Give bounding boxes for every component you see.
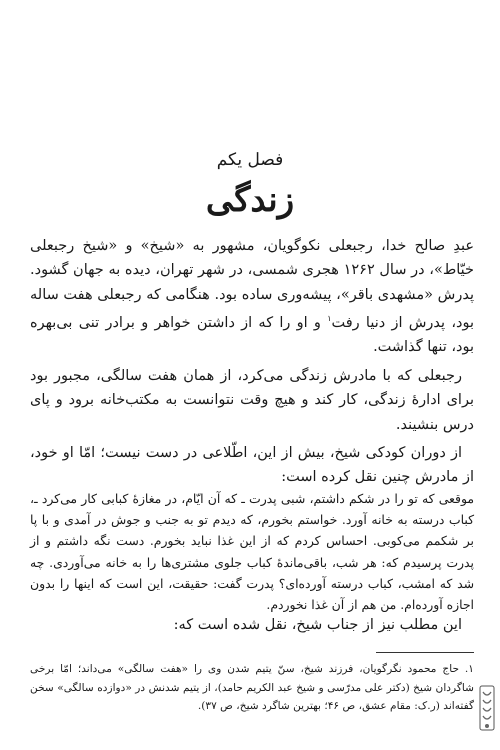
body-text bbox=[30, 234, 474, 490]
chapter-title: زندگی bbox=[205, 180, 295, 220]
footnote-ref[interactable]: ۱ bbox=[327, 314, 332, 324]
paragraph-1-text: عبدِ صالح خدا، رجبعلی نکوگویان، مشهور به «شیخ» و «شیخ رجبعلی خیّاط»، در سال ۱۲۶۲ هجری شمسی، در شهر تهران، دیده به جهان گشود. پدرش «مشهدی باقر»، پیشه‌وری ساده بود. هنگامی که رجبعلی هفت ساله بود، پدرش از دنیا رفت bbox=[30, 238, 475, 332]
paragraph-2: رجبعلی که با مادرش زندگی می‌کرد، از همان هفت سالگی، مجبور بود برای ادارهٔ زندگی، کار کند و هیچ وقت نتوانست به مکتب‌خانه برود و پای درس بنشیند. bbox=[30, 367, 474, 433]
paragraph-1-end: و او را که از داشتن خواهر و برادر تنی بی‌بهره بود، تنها گذاشت. bbox=[30, 315, 474, 356]
paragraph-3: از دوران کودکی شیخ، بیش از این، اطّلاعی در دست نیست؛ امّا او خود، از مادرش چنین نقل کرده است: bbox=[30, 445, 474, 486]
quote-block: موقعی که تو را در شکم داشتم، شبی پدرت ـ که آن ایّام، در مغازهٔ کبابی کار می‌کرد ـ، کباب درسته به خانه آورد. خواستم بخورم، که دیدم تو به جنب و جوش در آمدی و با پا بر شکمم می‌کوبی. احساس کردم که از این غذا نباید بخورم. دست نگه داشتم و از پدرت پرسیدم که: هر شب، باقی‌ماندهٔ کباب جلوی مشتری‌ها را به خانه می‌آوردی. چه شد که امشب، کباب درسته آورده‌ای؟ پدرت گفت: حقیقت، این است که اینها را بدون اجازه آورده‌ام. من هم از آن غذا نخوردم. bbox=[30, 491, 474, 613]
footnote-divider bbox=[376, 652, 474, 653]
paragraph-1 bbox=[30, 234, 474, 360]
publisher-logo-icon bbox=[478, 684, 496, 732]
footnote: ۱. حاج محمود نگرگویان، فرزند شیخ، سنّ یتیم شدن وی را «هفت سالگی» می‌داند؛ امّا برخی شاگردان شیخ (دکتر علی مدرّسی و شیخ عبد الکریم حامد)، از یتیم شدنش در «دوازده سالگی» سخن گفته‌اند (ر.ک: مقام عشق، ص ۴۶؛ بهترین شاگرد شیخ، ص ۳۷). bbox=[30, 663, 474, 712]
chapter-label: فصل یکم bbox=[216, 150, 284, 170]
paragraph-4: این مطلب نیز از جناب شیخ، نقل شده است که: bbox=[173, 617, 462, 633]
